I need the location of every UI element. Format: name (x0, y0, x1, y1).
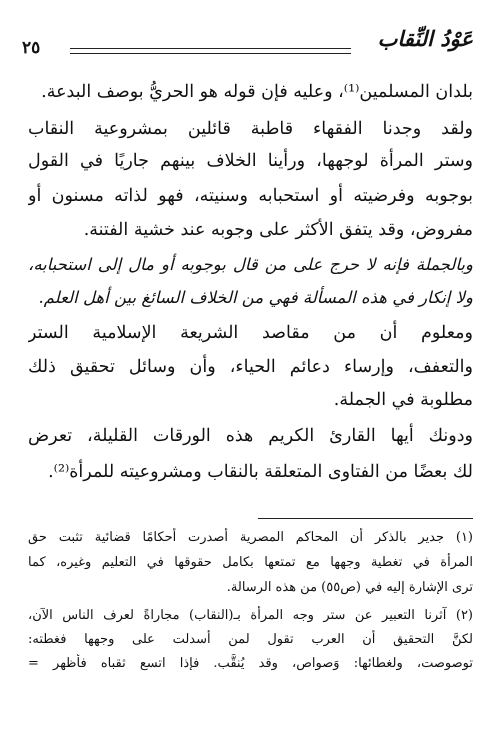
body-line: لك بعضًا من الفتاوى المتعلقة بالنقاب ومشروعيته للمرأة⁽²⁾. (48, 462, 473, 482)
footnote-line: المرأة في تغطية وجهها مع تمتعها بكامل حقوقها في التعليم وغيره، كما (28, 555, 473, 570)
body-text (28, 0, 473, 520)
footnote-line: (١) جدير بالذكر أن المحاكم المصرية أصدرت أحكامًا قضائية تثبت حق (28, 530, 473, 545)
footnote-line: لكنَّ التحقيق أن العرب تقول لمن أسدلت على وجهها فغطته: (28, 632, 473, 647)
body-line: مطلوبة في الجملة. (333, 390, 473, 410)
body-line: بلدان المسلمين⁽¹⁾، وعليه فإن قوله هو الحريُّ بوصف البدعة. (41, 82, 473, 102)
body-line: ولقد وجدنا الفقهاء قاطبة قائلين بمشروعية النقاب (28, 119, 473, 139)
running-title: عَوْدُ النِّقاب (377, 26, 473, 51)
footnote-line: ترى الإشارة إليه في (ص٥٥) من هذه الرسالة. (226, 580, 473, 595)
footnote-separator (258, 518, 473, 519)
body-line: والتعفف، وإرساء دعائم الحياء، وأن وسائل تحقيق ذلك (28, 357, 473, 377)
footnote-line: توصوصت، ولغطائها: وَصواص، وقد يُنقَّب. فإذا اتسع ثقباه فأظهر = (28, 656, 473, 671)
body-line: ودونك أيها القارئ الكريم هذه الورقات القليلة، تعرض (28, 426, 473, 446)
body-line: وستر المرأة لوجهها، ورأينا الخلاف بينهم جاريًا في القول (28, 151, 473, 171)
footnote-line: (٢) آثرنا التعبير عن ستر وجه المرأة بـ(النقاب) مجاراةً لعرف الناس الآن، (28, 608, 473, 623)
footnotes (28, 528, 473, 708)
body-line: ومعلوم أن من مقاصد الشريعة الإسلامية الستر (28, 323, 473, 343)
body-line: وبالجملة فإنه لا حرج على من قال بوجوبه أو مال إلى استحبابه، (28, 255, 473, 274)
body-line: بوجوبه وفرضيته أو استحبابه وسنيته، فهو لذاته مسنون أو (28, 186, 473, 206)
page-number: ٢٥ (22, 38, 41, 58)
body-line: مفروض، وقد يتفق الأكثر على وجوبه عند خشية الفتنة. (83, 220, 473, 240)
body-line: ولا إنكار في هذه المسألة فهي من الخلاف السائغ بين أهل العلم. (38, 288, 473, 307)
